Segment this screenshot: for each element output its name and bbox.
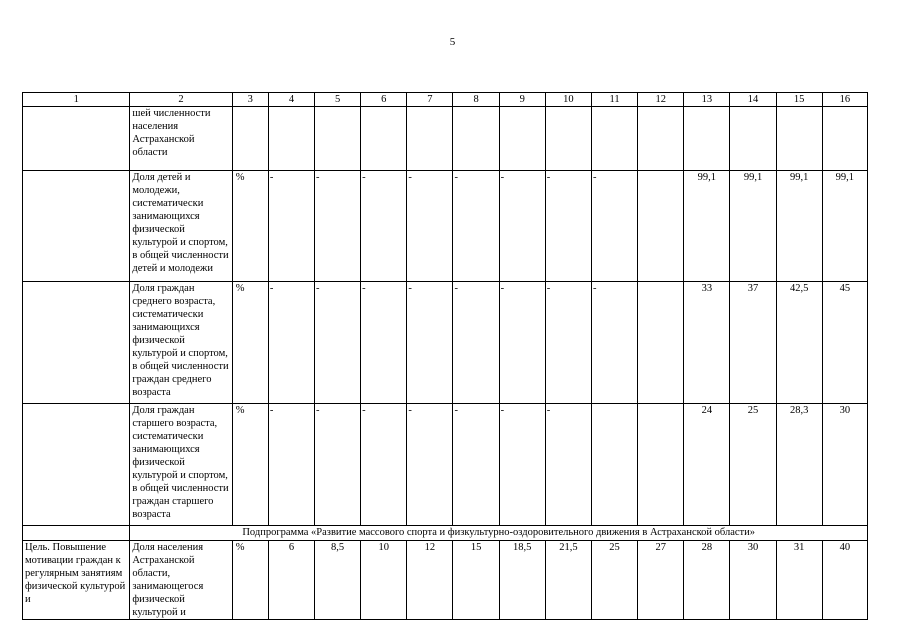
value-cell: 28 <box>684 541 730 620</box>
value-cell: 99,1 <box>684 171 730 282</box>
value-cell: 42,5 <box>776 282 822 404</box>
value-cell: % <box>232 541 268 620</box>
value-cell <box>499 107 545 171</box>
value-cell <box>591 404 637 526</box>
value-cell <box>453 107 499 171</box>
value-cell <box>638 282 684 404</box>
value-cell: 8,5 <box>315 541 361 620</box>
table-row <box>23 107 868 171</box>
value-cell: 30 <box>822 404 867 526</box>
value-cell: 99,1 <box>776 171 822 282</box>
column-number-cell: 13 <box>684 93 730 107</box>
value-cell <box>822 107 867 171</box>
value-cell: - <box>453 404 499 526</box>
value-cell <box>268 107 314 171</box>
value-cell: - <box>499 171 545 282</box>
value-cell: 21,5 <box>545 541 591 620</box>
subprogram-row <box>23 526 868 541</box>
indicator-table <box>22 92 868 620</box>
value-cell: % <box>232 282 268 404</box>
value-cell <box>638 107 684 171</box>
value-cell: % <box>232 404 268 526</box>
value-cell <box>776 107 822 171</box>
subprogram-spacer-cell <box>23 526 130 541</box>
value-cell: 15 <box>453 541 499 620</box>
indicator-cell: шей численности населения Астраханской области <box>130 107 232 171</box>
value-cell: 25 <box>730 404 776 526</box>
value-cell <box>315 107 361 171</box>
column-number-cell: 7 <box>407 93 453 107</box>
value-cell: - <box>545 282 591 404</box>
value-cell <box>361 107 407 171</box>
indicator-cell: Доля населения Астраханской области, занимающегося физической культурой и <box>130 541 232 620</box>
value-cell: 31 <box>776 541 822 620</box>
value-cell: - <box>361 404 407 526</box>
value-cell: - <box>268 171 314 282</box>
value-cell: 6 <box>268 541 314 620</box>
column-number-cell: 2 <box>130 93 232 107</box>
goal-cell <box>23 282 130 404</box>
value-cell: - <box>591 282 637 404</box>
column-number-cell: 1 <box>23 93 130 107</box>
value-cell: - <box>545 404 591 526</box>
value-cell: 30 <box>730 541 776 620</box>
value-cell: - <box>453 282 499 404</box>
value-cell: - <box>407 404 453 526</box>
value-cell: 45 <box>822 282 867 404</box>
value-cell: - <box>407 171 453 282</box>
value-cell: 40 <box>822 541 867 620</box>
indicator-cell: Доля граждан старшего возраста, систематически занимающихся физической культурой и спортом, в общей численности граждан старшего возраста <box>130 404 232 526</box>
value-cell: - <box>361 282 407 404</box>
column-number-cell: 10 <box>545 93 591 107</box>
value-cell <box>638 404 684 526</box>
value-cell <box>232 107 268 171</box>
indicator-cell: Доля детей и молодежи, систематически занимающихся физической культурой и спортом, в общей численности детей и молодежи <box>130 171 232 282</box>
goal-cell: Цель. Повышение мотивации граждан к регулярным занятиям физической культурой и <box>23 541 130 620</box>
column-number-cell: 12 <box>638 93 684 107</box>
value-cell: - <box>407 282 453 404</box>
value-cell: 25 <box>591 541 637 620</box>
column-number-cell: 9 <box>499 93 545 107</box>
value-cell <box>545 107 591 171</box>
goal-cell <box>23 404 130 526</box>
value-cell <box>591 107 637 171</box>
value-cell: 24 <box>684 404 730 526</box>
value-cell <box>407 107 453 171</box>
value-cell: - <box>499 282 545 404</box>
table-body <box>23 93 868 620</box>
column-number-cell: 8 <box>453 93 499 107</box>
value-cell <box>730 107 776 171</box>
column-number-cell: 5 <box>315 93 361 107</box>
value-cell: 27 <box>638 541 684 620</box>
value-cell: - <box>361 171 407 282</box>
value-cell: - <box>315 282 361 404</box>
value-cell: - <box>268 282 314 404</box>
value-cell <box>684 107 730 171</box>
column-number-cell: 3 <box>232 93 268 107</box>
value-cell: - <box>545 171 591 282</box>
value-cell: 37 <box>730 282 776 404</box>
table-row <box>23 541 868 620</box>
column-number-cell: 16 <box>822 93 867 107</box>
column-number-cell: 14 <box>730 93 776 107</box>
column-number-cell: 4 <box>268 93 314 107</box>
value-cell: - <box>315 404 361 526</box>
table-row <box>23 171 868 282</box>
value-cell: % <box>232 171 268 282</box>
value-cell: - <box>268 404 314 526</box>
header-row <box>23 93 868 107</box>
table-row <box>23 282 868 404</box>
value-cell: - <box>591 171 637 282</box>
table-row <box>23 404 868 526</box>
value-cell: - <box>315 171 361 282</box>
value-cell: 10 <box>361 541 407 620</box>
column-number-cell: 6 <box>361 93 407 107</box>
value-cell: 33 <box>684 282 730 404</box>
value-cell: 12 <box>407 541 453 620</box>
subprogram-title: Подпрограмма «Развитие массового спорта и физкультурно-оздоровительного движения в Астраханской области» <box>130 526 868 541</box>
value-cell: 28,3 <box>776 404 822 526</box>
goal-cell <box>23 171 130 282</box>
value-cell: - <box>453 171 499 282</box>
value-cell: 99,1 <box>730 171 776 282</box>
value-cell <box>638 171 684 282</box>
value-cell: - <box>499 404 545 526</box>
value-cell: 99,1 <box>822 171 867 282</box>
value-cell: 18,5 <box>499 541 545 620</box>
goal-cell <box>23 107 130 171</box>
page-number: 5 <box>449 36 456 48</box>
column-number-cell: 11 <box>591 93 637 107</box>
indicator-cell: Доля граждан среднего возраста, систематически занимающихся физической культурой и спортом, в общей численности граждан среднего возраста <box>130 282 232 404</box>
column-number-cell: 15 <box>776 93 822 107</box>
